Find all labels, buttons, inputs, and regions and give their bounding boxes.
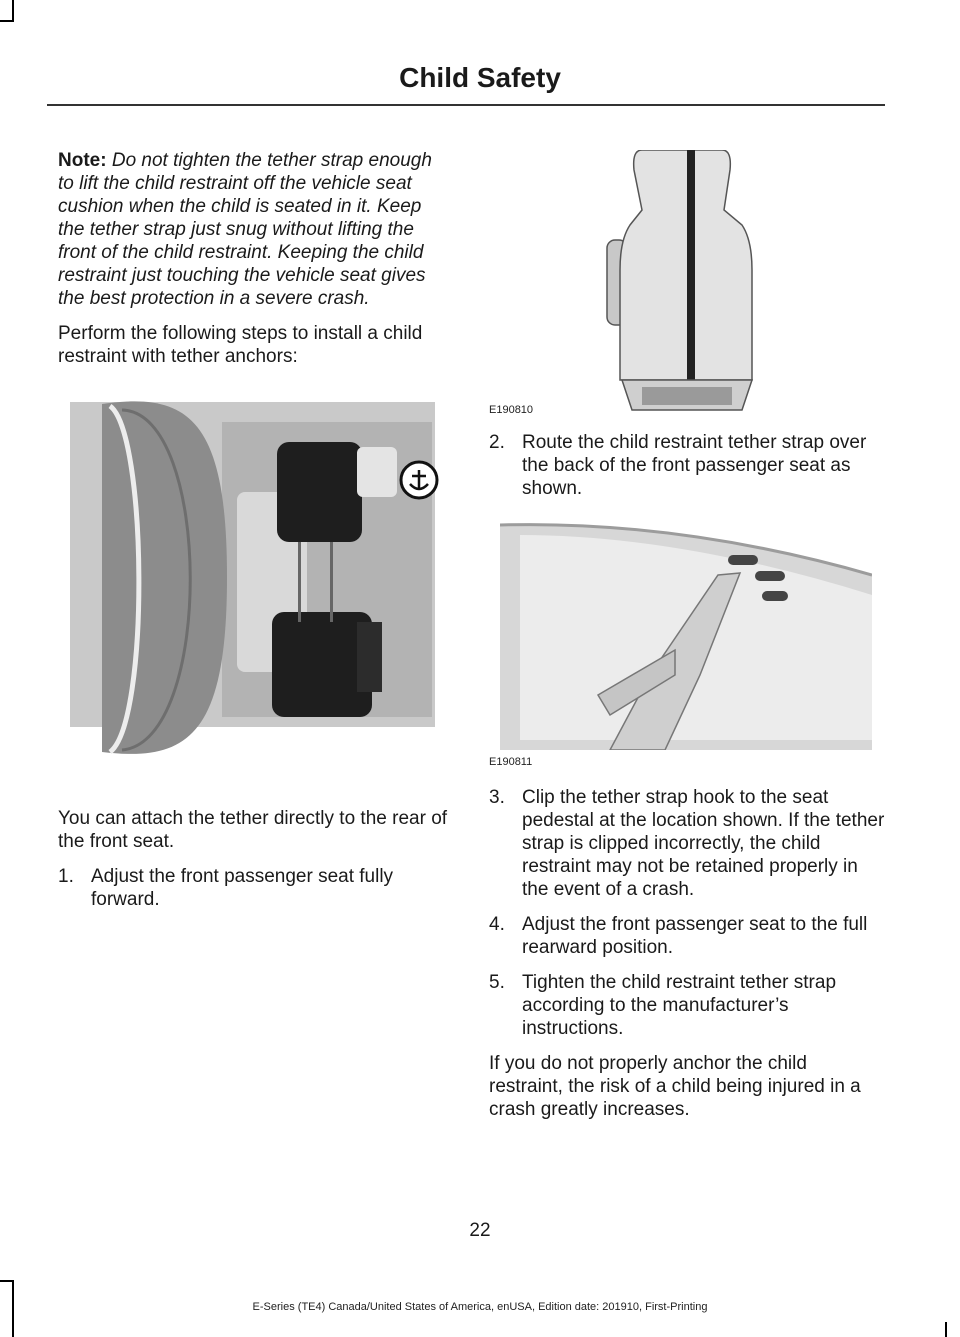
figure-code-1: E190810 <box>489 404 534 416</box>
step-item-1 <box>58 865 450 911</box>
step-item-2 <box>489 431 885 500</box>
page-number: 22 <box>469 1220 491 1241</box>
crop-mark-top-left-v <box>12 0 14 22</box>
van-top-view-figure <box>62 392 442 774</box>
step-number: 4. <box>489 914 505 935</box>
footer-edition: E-Series (TE4) Canada/United States of America, enUSA, Edition date: 201910, First-Printing <box>252 1301 708 1313</box>
step-item-4 <box>489 913 885 959</box>
step-text: Adjust the front passenger seat fully forward. <box>91 866 394 910</box>
figure-code-2: E190811 <box>489 756 533 768</box>
page-title: Child Safety <box>399 62 561 93</box>
seat-back-figure <box>602 150 762 415</box>
closing-paragraph: If you do not properly anchor the child restraint, the risk of a child being injured in a crash greatly increases. <box>489 1053 861 1120</box>
note-paragraph <box>58 149 450 310</box>
after-figure-paragraph: You can attach the tether directly to the rear of the front seat. <box>58 808 448 852</box>
intro-paragraph: Perform the following steps to install a child restraint with tether anchors: <box>58 323 423 367</box>
header-rule <box>47 104 885 106</box>
step-text: Route the child restraint tether strap over the back of the front passenger seat as shown. <box>522 432 867 499</box>
crop-mark-top-left-h <box>0 20 14 22</box>
crop-mark-bottom-left-h <box>0 1280 14 1282</box>
tether-strap-figure <box>500 515 872 750</box>
step-item-5 <box>489 971 885 1040</box>
step-number: 1. <box>58 866 74 887</box>
right-column-upper <box>489 431 885 512</box>
step-text: Tighten the child restraint tether strap according to the manufacturer’s instructions. <box>522 972 837 1039</box>
note-text: Do not tighten the tether strap enough to lift the child restraint off the vehicle seat cushion when the child is seated in it. Keep the tether strap just snug without lifting the front of the child restraint. Keeping the child restraint just touching the vehicle seat gives the best protection in a severe crash. <box>58 150 432 309</box>
step-text: Clip the tether strap hook to the seat pedestal at the location shown. If the tether strap is clipped incorrectly, the child restraint may not be retained properly in the event of a crash. <box>522 787 885 900</box>
step-number: 3. <box>489 787 505 808</box>
note-label: Note: <box>58 150 107 171</box>
step-number: 2. <box>489 432 505 453</box>
left-column <box>58 149 450 380</box>
step-item-3 <box>489 786 885 901</box>
step-text: Adjust the front passenger seat to the full rearward position. <box>522 914 868 958</box>
right-column-lower <box>489 786 885 1133</box>
step-number: 5. <box>489 972 505 993</box>
crop-mark-bottom-right <box>945 1322 947 1337</box>
left-column-lower <box>58 807 450 923</box>
